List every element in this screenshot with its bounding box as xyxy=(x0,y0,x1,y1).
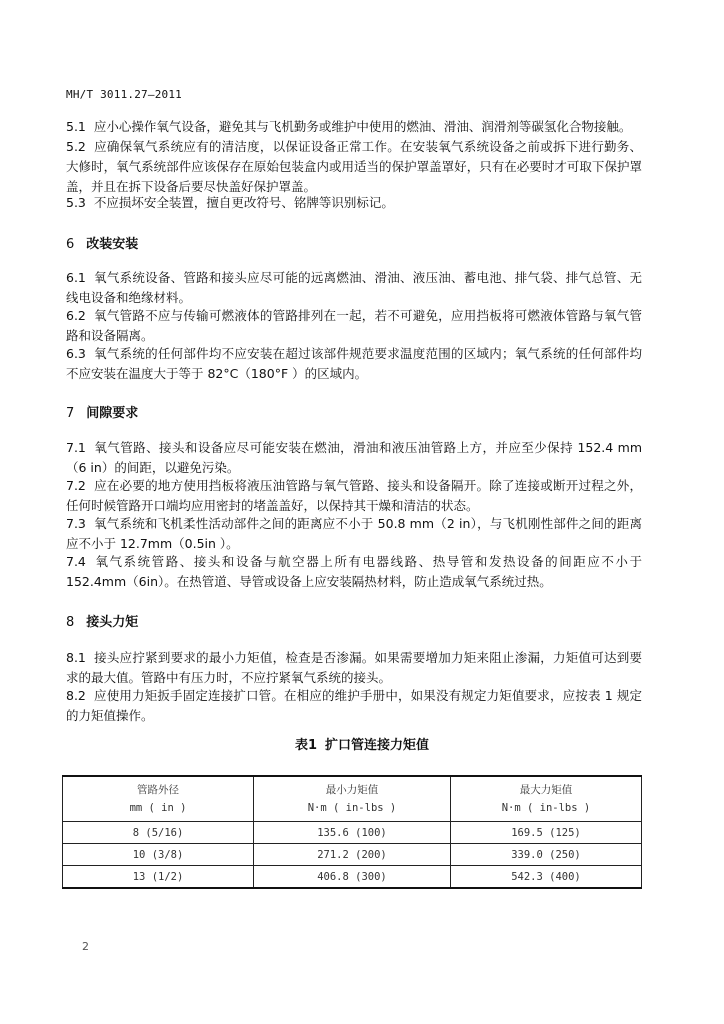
clause-5-3 xyxy=(66,193,642,213)
table-caption xyxy=(0,734,724,753)
clause-text: 不应损坏安全装置，擅自更改符号、铭牌等识别标记。 xyxy=(93,195,394,210)
clause-text: 氧气管路、接头和设备应尽可能安装在燃油，滑油和液压油管路上方，并应至少保持 152.4 mm（6 in）的间距，以避免污染。 xyxy=(66,440,642,475)
clause-text: 氧气系统的任何部件均不应安装在超过该部件规范要求温度范围的区域内；氧气系统的任何部件均不应安装在温度大于等于 82°C（180°F ）的区域内。 xyxy=(66,346,642,381)
header-unit: N·m ( in-lbs ) xyxy=(307,802,397,814)
table-cell: 339.0 (250) xyxy=(450,844,641,866)
clause-number: 5.3 xyxy=(66,195,86,210)
clause-7-1 xyxy=(66,438,642,478)
clause-8-2 xyxy=(66,686,642,726)
table-cell: 169.5 (125) xyxy=(450,822,641,844)
clause-text: 应使用力矩扳手固定连接扩口管。在相应的维护手册中，如果没有规定力矩值要求，应按表 1 规定的力矩值操作。 xyxy=(66,688,642,723)
clause-7-3 xyxy=(66,514,642,554)
section-title: 间隙要求 xyxy=(86,406,139,421)
table-row xyxy=(63,866,642,889)
clause-8-1 xyxy=(66,648,642,688)
header-min-torque xyxy=(254,776,451,822)
header-unit: N·m ( in-lbs ) xyxy=(501,802,591,814)
header-title: 管路外径 xyxy=(137,784,180,796)
section-title: 改装安装 xyxy=(86,237,139,252)
section-heading-7 xyxy=(66,402,138,421)
table-row xyxy=(63,822,642,844)
clause-text: 氧气系统管路、接头和设备与航空器上所有电器线路、热导管和发热设备的间距应不小于 152.4mm（6in）。在热管道、导管或设备上应安装隔热材料，防止造成氧气系统过热。 xyxy=(66,554,642,589)
clause-number: 6.1 xyxy=(66,270,86,285)
clause-number: 7.4 xyxy=(66,554,86,569)
clause-number: 8.1 xyxy=(66,650,86,665)
table-caption-number: 表1 xyxy=(294,738,318,753)
table-cell: 542.3 (400) xyxy=(450,866,641,889)
table-cell: 135.6 (100) xyxy=(254,822,451,844)
header-outer-diameter xyxy=(63,776,254,822)
clause-number: 7.3 xyxy=(66,516,86,531)
clause-text: 应小心操作氧气设备，避免其与飞机勤务或维护中使用的燃油、滑油、润滑剂等碳氢化合物接触。 xyxy=(93,119,632,134)
clause-number: 5.1 xyxy=(66,119,86,134)
clause-5-2 xyxy=(66,137,642,197)
table-cell: 406.8 (300) xyxy=(254,866,451,889)
clause-text: 应在必要的地方使用挡板将液压油管路与氧气管路、接头和设备隔开。除了连接或断开过程之外，任何时候管路开口端均应用密封的堵盖盖好，以保持其干燥和清洁的状态。 xyxy=(66,478,642,513)
clause-number: 8.2 xyxy=(66,688,86,703)
table-row xyxy=(63,844,642,866)
standard-code-header: MH/T 3011.27—2011 xyxy=(66,88,182,101)
clause-text: 氧气系统设备、管路和接头应尽可能的远离燃油、滑油、液压油、蓄电池、排气袋、排气总管、无线电设备和绝缘材料。 xyxy=(66,270,642,305)
table-cell: 10 (3/8) xyxy=(63,844,254,866)
table-header-row xyxy=(63,776,642,822)
clause-7-2 xyxy=(66,476,642,516)
clause-5-1 xyxy=(66,117,642,137)
clause-number: 6.3 xyxy=(66,346,86,361)
section-title: 接头力矩 xyxy=(86,615,139,630)
clause-text: 接头应拧紧到要求的最小力矩值，检查是否渗漏。如果需要增加力矩来阻止渗漏，力矩值可达到要求的最大值。管路中有压力时，不应拧紧氧气系统的接头。 xyxy=(66,650,642,685)
clause-number: 7.2 xyxy=(66,478,86,493)
header-title: 最小力矩值 xyxy=(325,784,379,796)
page-number: 2 xyxy=(82,940,89,953)
clause-text: 应确保氧气系统应有的清洁度，以保证设备正常工作。在安装氧气系统设备之前或拆下进行勤务、大修时，氧气系统部件应该保存在原始包装盒内或用适当的保护罩盖罩好，只有在必要时才可取下保护罩盖，并且在拆下设备后要尽快盖好保护罩盖。 xyxy=(66,139,642,194)
section-heading-8 xyxy=(66,611,138,630)
clause-6-2 xyxy=(66,306,642,346)
clause-number: 6.2 xyxy=(66,308,86,323)
clause-6-1 xyxy=(66,268,642,308)
clause-7-4 xyxy=(66,552,642,592)
table-caption-title: 扩口管连接力矩值 xyxy=(325,738,430,753)
clause-number: 5.2 xyxy=(66,139,86,154)
header-unit: mm ( in ) xyxy=(129,802,187,814)
section-heading-6 xyxy=(66,233,138,252)
torque-table xyxy=(62,775,642,889)
header-max-torque xyxy=(450,776,641,822)
section-number: 8 xyxy=(66,615,75,630)
table-cell: 8 (5/16) xyxy=(63,822,254,844)
clause-number: 7.1 xyxy=(66,440,86,455)
clause-6-3 xyxy=(66,344,642,384)
section-number: 7 xyxy=(66,406,75,421)
table-cell: 271.2 (200) xyxy=(254,844,451,866)
header-title: 最大力矩值 xyxy=(519,784,573,796)
table-cell: 13 (1/2) xyxy=(63,866,254,889)
clause-text: 氧气管路不应与传输可燃液体的管路排列在一起，若不可避免，应用挡板将可燃液体管路与氧气管路和设备隔离。 xyxy=(66,308,642,343)
section-number: 6 xyxy=(66,237,75,252)
clause-text: 氧气系统和飞机柔性活动部件之间的距离应不小于 50.8 mm（2 in），与飞机刚性部件之间的距离应不小于 12.7mm（0.5in ）。 xyxy=(66,516,642,551)
